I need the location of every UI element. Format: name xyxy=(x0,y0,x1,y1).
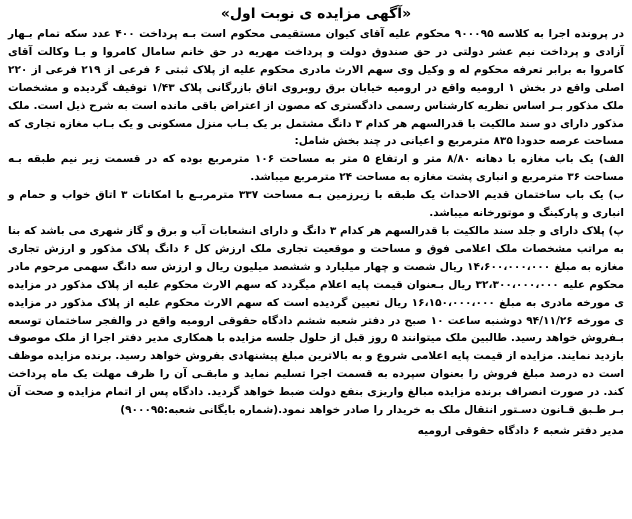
notice-item-be: ب) یک باب ساختمان قدیم الاحداث یک طبقه با زیرزمین بـه مساحت ۳۳۷ مترمربـع با امکانات ۳ اتاق خواب و حمام و انباری و پارکینگ و موتورخانه میباشد. xyxy=(8,189,625,220)
notice-item-alef: الف) یک باب مغازه با دهانه ۸/۸۰ متر و ارتفاع ۵ متر به مساحت ۱۰۶ مترمربع بوده که در قسمت زیر نیم طبقه بـه مساحت ۳۶ مترمربع و انباری پشت مغازه به مساحت ۲۴ مترمربع میباشد. xyxy=(8,153,625,184)
notice-signature: مدیر دفتر شعبه ۶ دادگاه حقوقی ارومیه xyxy=(417,424,624,437)
notice-item-pe: پ) پلاک دارای و جلد سند مالکیت با قدرالسهم هر کدام ۳ دانگ و دارای انشعابات آب و برق و گاز شهری می باشد که بنا به مراتب مشخصات ملک اعلامی فوق و مساحت و موقعیت تجاری ملک ارزش کل ۶ دانگ پلاک مذکور و ارزش تجاری مغازه به مبلغ ۱۴،۶۰۰،۰۰۰،۰۰۰ ریال شصت و چهار میلیارد و ششصد میلیون ریال و ارزش سه دانگ سهمی مرحوم مادر محکوم علیه ۳۲،۳۰۰،۰۰۰،۰۰۰ ریال بـعنوان قیمت پایه اعلام میگردد که سهم الارث محکوم علیه از پلاک مذکور در مزایده ی مورخه مادری به مبلغ ۱۶،۱۵۰،۰۰۰،۰۰۰ ریال تعیین گردیده است که سهم الارث محکوم علیه از پلاک مذکور در مزایده ی مورخه ۹۴/۱۱/۲۶ دوشنبه ساعت ۱۰ صبح در دفتر شعبه ششم دادگاه حقوقی ارومیه واقع در والفجر ساختمان توسعه بـفروش خواهد رسید. طالبین ملک میتوانند ۵ روز قبل از حلول جلسه مزایده با همکاری مدیر دفتر اجرا از ملک موصوف بازدید نمایند. مزایده از قیمت پایه اعلامی شروع و به بالاترین مبلغ پیشنهادی بفروش خواهد رسید. برنده مزایده موظف است ده درصد مبلغ فروش را بعنوان سپرده به قسمت اجرا تسلیم نماید و مابقـی آن را ظرف مهلت یک ماه پرداخت کند. در صورت انصراف برنده مزایده مبالغ واریزی بنفع دولت ضبط خواهد گردید. دادگاه پس از اتمام مزایده و صحت آن بـر طـبق قـانون دسـتور انتقال ملک به خریدار را صادر خواهد نمود.(شماره بایگانی شعبه:۹۰۰۰۹۵) xyxy=(8,224,625,417)
notice-title: «آگهی مزایده ی نوبت اول» xyxy=(220,6,412,22)
notice-intro-paragraph: در پرونده اجرا به کلاسه ۹۰۰۰۹۵ محکوم علیه آقای کیوان مستقیمی محکوم است بـه پرداخت ۴۰۰ عدد سکه تمام بـهار آزادی و پرداخت نیم عشر دولتی در حق صندوق دولت و پرداخت مهریه در حق خانم سامال کامروا و بـا وکالت آقای کامروا به برابر تعرفه محکوم له و وکیل وی سهم الارث مادری محکوم علیه از پلاک ثبتی ۶ فرعی از ۲۱۹ فرعی از ۲۲۰ اصلی واقع در بخش ۱ ارومیه واقع در ارومیه خیابان برق روبروی اتاق بازرگانی پلاک ۱/۴۳ توقیف گردیده و مشخصات ملک مذکور بـر اساس نظریه کارشناس رسمی دادگستری که مصون از اعتراض باقی مانده است به شرح ذیل است. ملک مذکور دارای دو سند مالکیت با قدرالسهم هر کدام ۳ دانگ مشتمل بر یک بـاب منزل مسکونی و یک بـاب مغازه تجاری که مساحت عرصه حدودا ۸۳۵ مترمربع و اعیانی در چند بخش شامل: xyxy=(8,28,625,148)
